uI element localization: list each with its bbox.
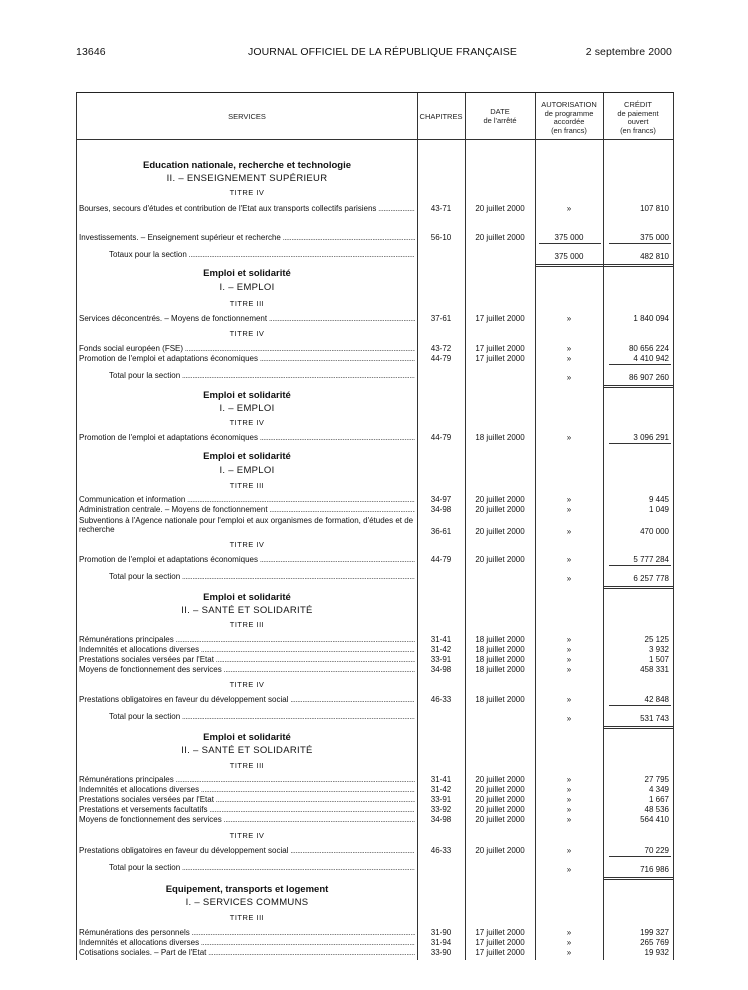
credit-value: 5 777 284 [633, 555, 669, 564]
arrete-date: 18 juillet 2000 [475, 695, 525, 704]
ministry-title: Emploi et solidarité [203, 592, 291, 603]
chapter-number: 33-92 [430, 805, 452, 814]
total-rule [603, 385, 673, 386]
row-label: Communication et information ..... [79, 495, 415, 504]
titre-heading: TITRE IV [229, 329, 265, 338]
arrete-date: 18 juillet 2000 [475, 645, 525, 654]
total-rule [535, 266, 603, 267]
row-label: Indemnités et allocations diverses ..... [79, 785, 415, 794]
total-rule [603, 266, 673, 267]
col-header-autor-line2: de programme [544, 108, 594, 118]
row-label: Rémunérations des personnels ..... [79, 928, 415, 937]
credit-value: 80 656 224 [628, 344, 669, 353]
journal-title: JOURNAL OFFICIEL DE LA RÉPUBLIQUE FRANÇAISE [248, 46, 517, 58]
page-number: 13646 [76, 46, 106, 58]
chapter-number: 33-91 [430, 655, 452, 664]
chapter-number: 31-94 [430, 938, 452, 947]
chapter-number: 33-91 [430, 795, 452, 804]
arrete-date: 20 juillet 2000 [475, 505, 525, 514]
chapter-number: 31-90 [430, 928, 452, 937]
total-rule [603, 588, 673, 589]
ministry-title: Equipement, transports et logement [165, 884, 329, 895]
credit-value: 48 536 [644, 805, 669, 814]
row-label: Rémunérations principales ..... [79, 635, 415, 644]
titre-heading: TITRE IV [229, 188, 265, 197]
arrete-date: 18 juillet 2000 [475, 433, 525, 442]
autorisation-value: » [566, 314, 572, 323]
autorisation-value: » [566, 204, 572, 213]
autorisation-value: » [566, 505, 572, 514]
titre-heading: TITRE III [229, 481, 265, 490]
credit-value: 199 327 [640, 928, 669, 937]
total-rule [603, 264, 673, 265]
autorisation-value: » [566, 574, 572, 583]
section-title: II. – SANTÉ ET SOLIDARITÉ [181, 605, 313, 616]
row-label: Cotisations sociales. – Part de l'Etat ..... [79, 948, 415, 957]
credit-value: 1 667 [648, 795, 669, 804]
chapter-number: 44-79 [430, 555, 452, 564]
chapter-number: 31-41 [430, 775, 452, 784]
chapter-number: 43-72 [430, 344, 452, 353]
arrete-date: 20 juillet 2000 [475, 555, 525, 564]
titre-heading: TITRE III [229, 761, 265, 770]
autorisation-value: » [566, 495, 572, 504]
row-label: Bourses, secours d'études et contribution de l'Etat aux transports collectifs parisiens ..... [79, 204, 415, 213]
row-label: Indemnités et allocations diverses ..... [79, 938, 415, 947]
arrete-date: 17 juillet 2000 [475, 928, 525, 937]
arrete-date: 17 juillet 2000 [475, 938, 525, 947]
col-header-autor-line4: (en francs) [551, 125, 587, 135]
autorisation-value: » [566, 775, 572, 784]
credit-value: 531 743 [640, 714, 669, 723]
chapter-number: 37-61 [430, 314, 452, 323]
autorisation-value: » [566, 527, 572, 536]
autorisation-value: » [566, 655, 572, 664]
chapter-number: 34-97 [430, 495, 452, 504]
subtotal-rule [609, 565, 671, 566]
credit-value: 458 331 [640, 665, 669, 674]
arrete-date: 18 juillet 2000 [475, 655, 525, 664]
section-title: I. – EMPLOI [219, 282, 275, 293]
autorisation-value: » [566, 645, 572, 654]
arrete-date: 20 juillet 2000 [475, 775, 525, 784]
arrete-date: 17 juillet 2000 [475, 948, 525, 957]
credit-value: 470 000 [640, 527, 669, 536]
autorisation-value: » [566, 795, 572, 804]
credit-value: 265 769 [640, 938, 669, 947]
total-rule [603, 586, 673, 587]
row-label: Services déconcentrés. – Moyens de fonctionnement ..... [79, 314, 415, 323]
autorisation-value: » [566, 815, 572, 824]
autorisation-value: » [566, 555, 572, 564]
row-label: Total pour la section ..... [109, 572, 415, 581]
arrete-date: 20 juillet 2000 [475, 846, 525, 855]
credit-value: 1 049 [648, 505, 669, 514]
arrete-date: 17 juillet 2000 [475, 354, 525, 363]
credit-value: 70 229 [644, 846, 669, 855]
titre-heading: TITRE IV [229, 540, 265, 549]
autorisation-value: » [566, 785, 572, 794]
credit-value: 716 986 [640, 865, 669, 874]
chapter-number: 34-98 [430, 505, 452, 514]
credit-value: 3 932 [648, 645, 669, 654]
col-header-autor-line1: AUTORISATION [541, 100, 597, 109]
arrete-date: 20 juillet 2000 [475, 527, 525, 536]
credit-value: 1 840 094 [633, 314, 669, 323]
col-header-date-line2: de l'arrêté [483, 115, 517, 125]
row-label: Promotion de l'emploi et adaptations économiques ..... [79, 354, 415, 363]
chapter-number: 31-41 [430, 635, 452, 644]
col-header-date-line1: DATE [490, 107, 510, 116]
row-label: Totaux pour la section ..... [109, 250, 415, 259]
titre-heading: TITRE IV [229, 831, 265, 840]
credit-value: 25 125 [644, 635, 669, 644]
subtotal-rule [609, 443, 671, 444]
row-label: Fonds social européen (FSE) ..... [79, 344, 415, 353]
col-header-chapitres: CHAPITRES [419, 112, 463, 121]
row-label: Prestations sociales versées par l'Etat ..... [79, 655, 415, 664]
chapter-number: 31-42 [430, 645, 452, 654]
autorisation-value: » [566, 665, 572, 674]
row-label: Prestations et versements facultatifs ..... [79, 805, 415, 814]
arrete-date: 20 juillet 2000 [475, 233, 525, 242]
credit-value: 482 810 [640, 252, 669, 261]
col-header-credit-line1: CRÉDIT [624, 100, 652, 109]
row-label: Moyens de fonctionnement des services ..... [79, 665, 415, 674]
autorisation-value: » [566, 433, 572, 442]
credit-value: 6 257 778 [633, 574, 669, 583]
arrete-date: 18 juillet 2000 [475, 635, 525, 644]
autorisation-value: 375 000 [554, 252, 584, 261]
row-label: Total pour la section ..... [109, 371, 415, 380]
arrete-date: 20 juillet 2000 [475, 495, 525, 504]
chapter-number: 44-79 [430, 354, 452, 363]
autorisation-value: » [566, 695, 572, 704]
arrete-date: 18 juillet 2000 [475, 665, 525, 674]
credit-value: 27 795 [644, 775, 669, 784]
row-label: Promotion de l'emploi et adaptations économiques ..... [79, 555, 415, 564]
total-rule [603, 728, 673, 729]
chapter-number: 46-33 [430, 846, 452, 855]
credits-table [76, 92, 674, 960]
credit-value: 375 000 [640, 233, 669, 242]
chapter-number: 44-79 [430, 433, 452, 442]
chapter-number: 56-10 [430, 233, 452, 242]
total-rule [603, 879, 673, 880]
arrete-date: 17 juillet 2000 [475, 344, 525, 353]
autorisation-value: » [566, 354, 572, 363]
arrete-date: 17 juillet 2000 [475, 314, 525, 323]
autorisation-value: » [566, 938, 572, 947]
arrete-date: 20 juillet 2000 [475, 785, 525, 794]
row-label: Total pour la section ..... [109, 712, 415, 721]
autorisation-value: » [566, 865, 572, 874]
row-label: Promotion de l'emploi et adaptations économiques ..... [79, 433, 415, 442]
autorisation-value: » [566, 805, 572, 814]
credit-value: 86 907 260 [628, 373, 669, 382]
total-rule [535, 264, 603, 265]
publication-date: 2 septembre 2000 [585, 46, 672, 58]
chapter-number: 36-61 [430, 527, 452, 536]
row-label: Administration centrale. – Moyens de fonctionnement ..... [79, 505, 415, 514]
arrete-date: 20 juillet 2000 [475, 204, 525, 213]
col-header-credit-line3: ouvert [627, 117, 649, 126]
ministry-title: Education nationale, recherche et technologie [143, 160, 351, 171]
row-label: Prestations obligatoires en faveur du développement social ..... [79, 695, 415, 704]
autorisation-value: » [566, 714, 572, 723]
credit-value: 1 507 [648, 655, 669, 664]
arrete-date: 20 juillet 2000 [475, 805, 525, 814]
titre-heading: TITRE IV [229, 418, 265, 427]
total-rule [603, 877, 673, 878]
total-rule [603, 726, 673, 727]
arrete-date: 20 juillet 2000 [475, 795, 525, 804]
credit-value: 19 932 [644, 948, 669, 957]
row-label: Moyens de fonctionnement des services ..... [79, 815, 415, 824]
subtotal-rule [609, 705, 671, 706]
subtotal-rule [609, 243, 671, 244]
credit-value: 42 848 [644, 695, 669, 704]
subtotal-rule [539, 243, 601, 244]
credit-value: 107 810 [640, 204, 669, 213]
col-header-credit-line2: de paiement [617, 108, 659, 118]
autorisation-value: » [566, 373, 572, 382]
row-label: Prestations obligatoires en faveur du développement social ..... [79, 846, 415, 855]
chapter-number: 34-98 [430, 665, 452, 674]
col-header-credit-line4: (en francs) [620, 125, 656, 135]
titre-heading: TITRE III [229, 913, 265, 922]
autorisation-value: 375 000 [554, 233, 584, 242]
credit-value: 4 349 [648, 785, 669, 794]
chapter-number: 46-33 [430, 695, 452, 704]
ministry-title: Emploi et solidarité [203, 732, 291, 743]
table-body [77, 93, 673, 960]
chapter-number: 33-90 [430, 948, 452, 957]
chapter-number: 43-71 [430, 204, 452, 213]
section-title: II. – ENSEIGNEMENT SUPÉRIEUR [166, 173, 328, 184]
chapter-number: 34-98 [430, 815, 452, 824]
row-label: Total pour la section ..... [109, 863, 415, 872]
credit-value: 3 096 291 [633, 433, 669, 442]
ministry-title: Emploi et solidarité [203, 390, 291, 401]
autorisation-value: » [566, 635, 572, 644]
autorisation-value: » [566, 928, 572, 937]
titre-heading: TITRE III [229, 299, 265, 308]
credit-value: 9 445 [648, 495, 669, 504]
section-title: II. – SANTÉ ET SOLIDARITÉ [181, 745, 313, 756]
autorisation-value: » [566, 948, 572, 957]
credit-value: 564 410 [640, 815, 669, 824]
ministry-title: Emploi et solidarité [203, 268, 291, 279]
section-title: I. – SERVICES COMMUNS [185, 897, 309, 908]
autorisation-value: » [566, 344, 572, 353]
section-title: I. – EMPLOI [219, 403, 275, 414]
autorisation-value: » [566, 846, 572, 855]
row-label: Indemnités et allocations diverses ..... [79, 645, 415, 654]
chapter-number: 31-42 [430, 785, 452, 794]
subtotal-rule [609, 364, 671, 365]
row-label: Prestations sociales versées par l'Etat ..... [79, 795, 415, 804]
row-label: Rémunérations principales ..... [79, 775, 415, 784]
row-label: Investissements. – Enseignement supérieur et recherche ..... [79, 233, 415, 242]
col-header-services: SERVICES [228, 112, 266, 121]
titre-heading: TITRE III [229, 620, 265, 629]
total-rule [603, 387, 673, 388]
col-header-autor-line3: accordée [553, 117, 585, 126]
arrete-date: 20 juillet 2000 [475, 815, 525, 824]
titre-heading: TITRE IV [229, 680, 265, 689]
section-title: I. – EMPLOI [219, 465, 275, 476]
row-label: Subventions à l'Agence nationale pour l'emploi et aux organismes de formation, d'études et de recherche [79, 516, 414, 534]
ministry-title: Emploi et solidarité [203, 451, 291, 462]
subtotal-rule [609, 856, 671, 857]
credit-value: 4 410 942 [633, 354, 669, 363]
